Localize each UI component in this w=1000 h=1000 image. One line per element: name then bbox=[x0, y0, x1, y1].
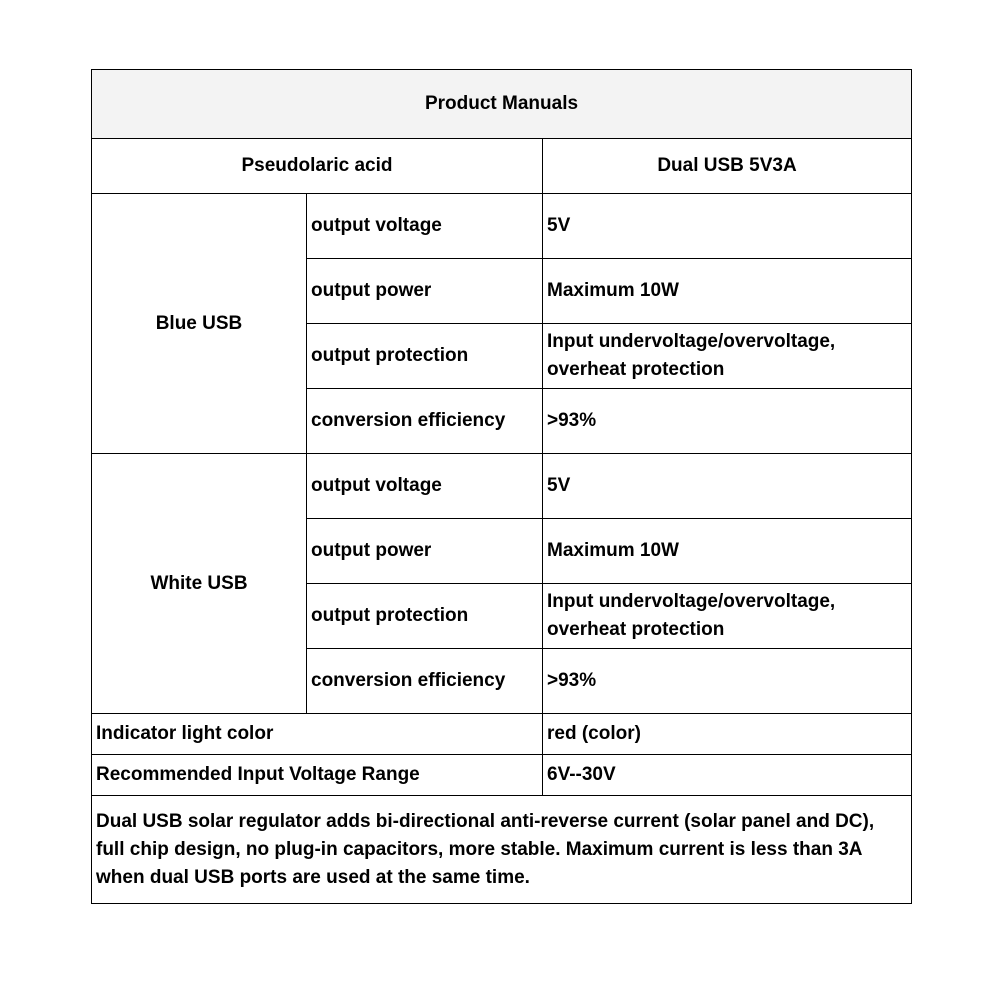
product-manual-table bbox=[91, 69, 912, 904]
spec-label: output protection bbox=[307, 324, 543, 389]
table-row bbox=[92, 454, 912, 519]
title-row bbox=[92, 70, 912, 139]
header-row bbox=[92, 139, 912, 194]
indicator-value: red (color) bbox=[543, 714, 912, 755]
spec-label: conversion efficiency bbox=[307, 389, 543, 454]
spec-value: >93% bbox=[543, 649, 912, 714]
spec-value: 5V bbox=[543, 454, 912, 519]
spec-value: Maximum 10W bbox=[543, 259, 912, 324]
table-title: Product Manuals bbox=[92, 70, 912, 139]
spec-label: output power bbox=[307, 259, 543, 324]
indicator-label: Indicator light color bbox=[92, 714, 543, 755]
product-note: Dual USB solar regulator adds bi-directional anti-reverse current (solar panel and DC), full chip design, no plug-in capacitors, more stable. Maximum current is less than 3A when dual USB ports are used at the same time. bbox=[92, 796, 912, 904]
spec-label: output power bbox=[307, 519, 543, 584]
spec-value: 5V bbox=[543, 194, 912, 259]
group-label-blue-usb: Blue USB bbox=[92, 194, 307, 454]
header-product-name: Pseudolaric acid bbox=[92, 139, 543, 194]
group-label-white-usb: White USB bbox=[92, 454, 307, 714]
indicator-row bbox=[92, 714, 912, 755]
spec-label: conversion efficiency bbox=[307, 649, 543, 714]
input-range-label: Recommended Input Voltage Range bbox=[92, 755, 543, 796]
spec-value: Maximum 10W bbox=[543, 519, 912, 584]
spec-label: output protection bbox=[307, 584, 543, 649]
header-model: Dual USB 5V3A bbox=[543, 139, 912, 194]
spec-value: Input undervoltage/overvoltage, overheat protection bbox=[543, 324, 912, 389]
input-range-value: 6V--30V bbox=[543, 755, 912, 796]
spec-label: output voltage bbox=[307, 454, 543, 519]
input-range-row bbox=[92, 755, 912, 796]
spec-value: Input undervoltage/overvoltage, overheat protection bbox=[543, 584, 912, 649]
note-row bbox=[92, 796, 912, 904]
table-row bbox=[92, 194, 912, 259]
spec-value: >93% bbox=[543, 389, 912, 454]
spec-label: output voltage bbox=[307, 194, 543, 259]
